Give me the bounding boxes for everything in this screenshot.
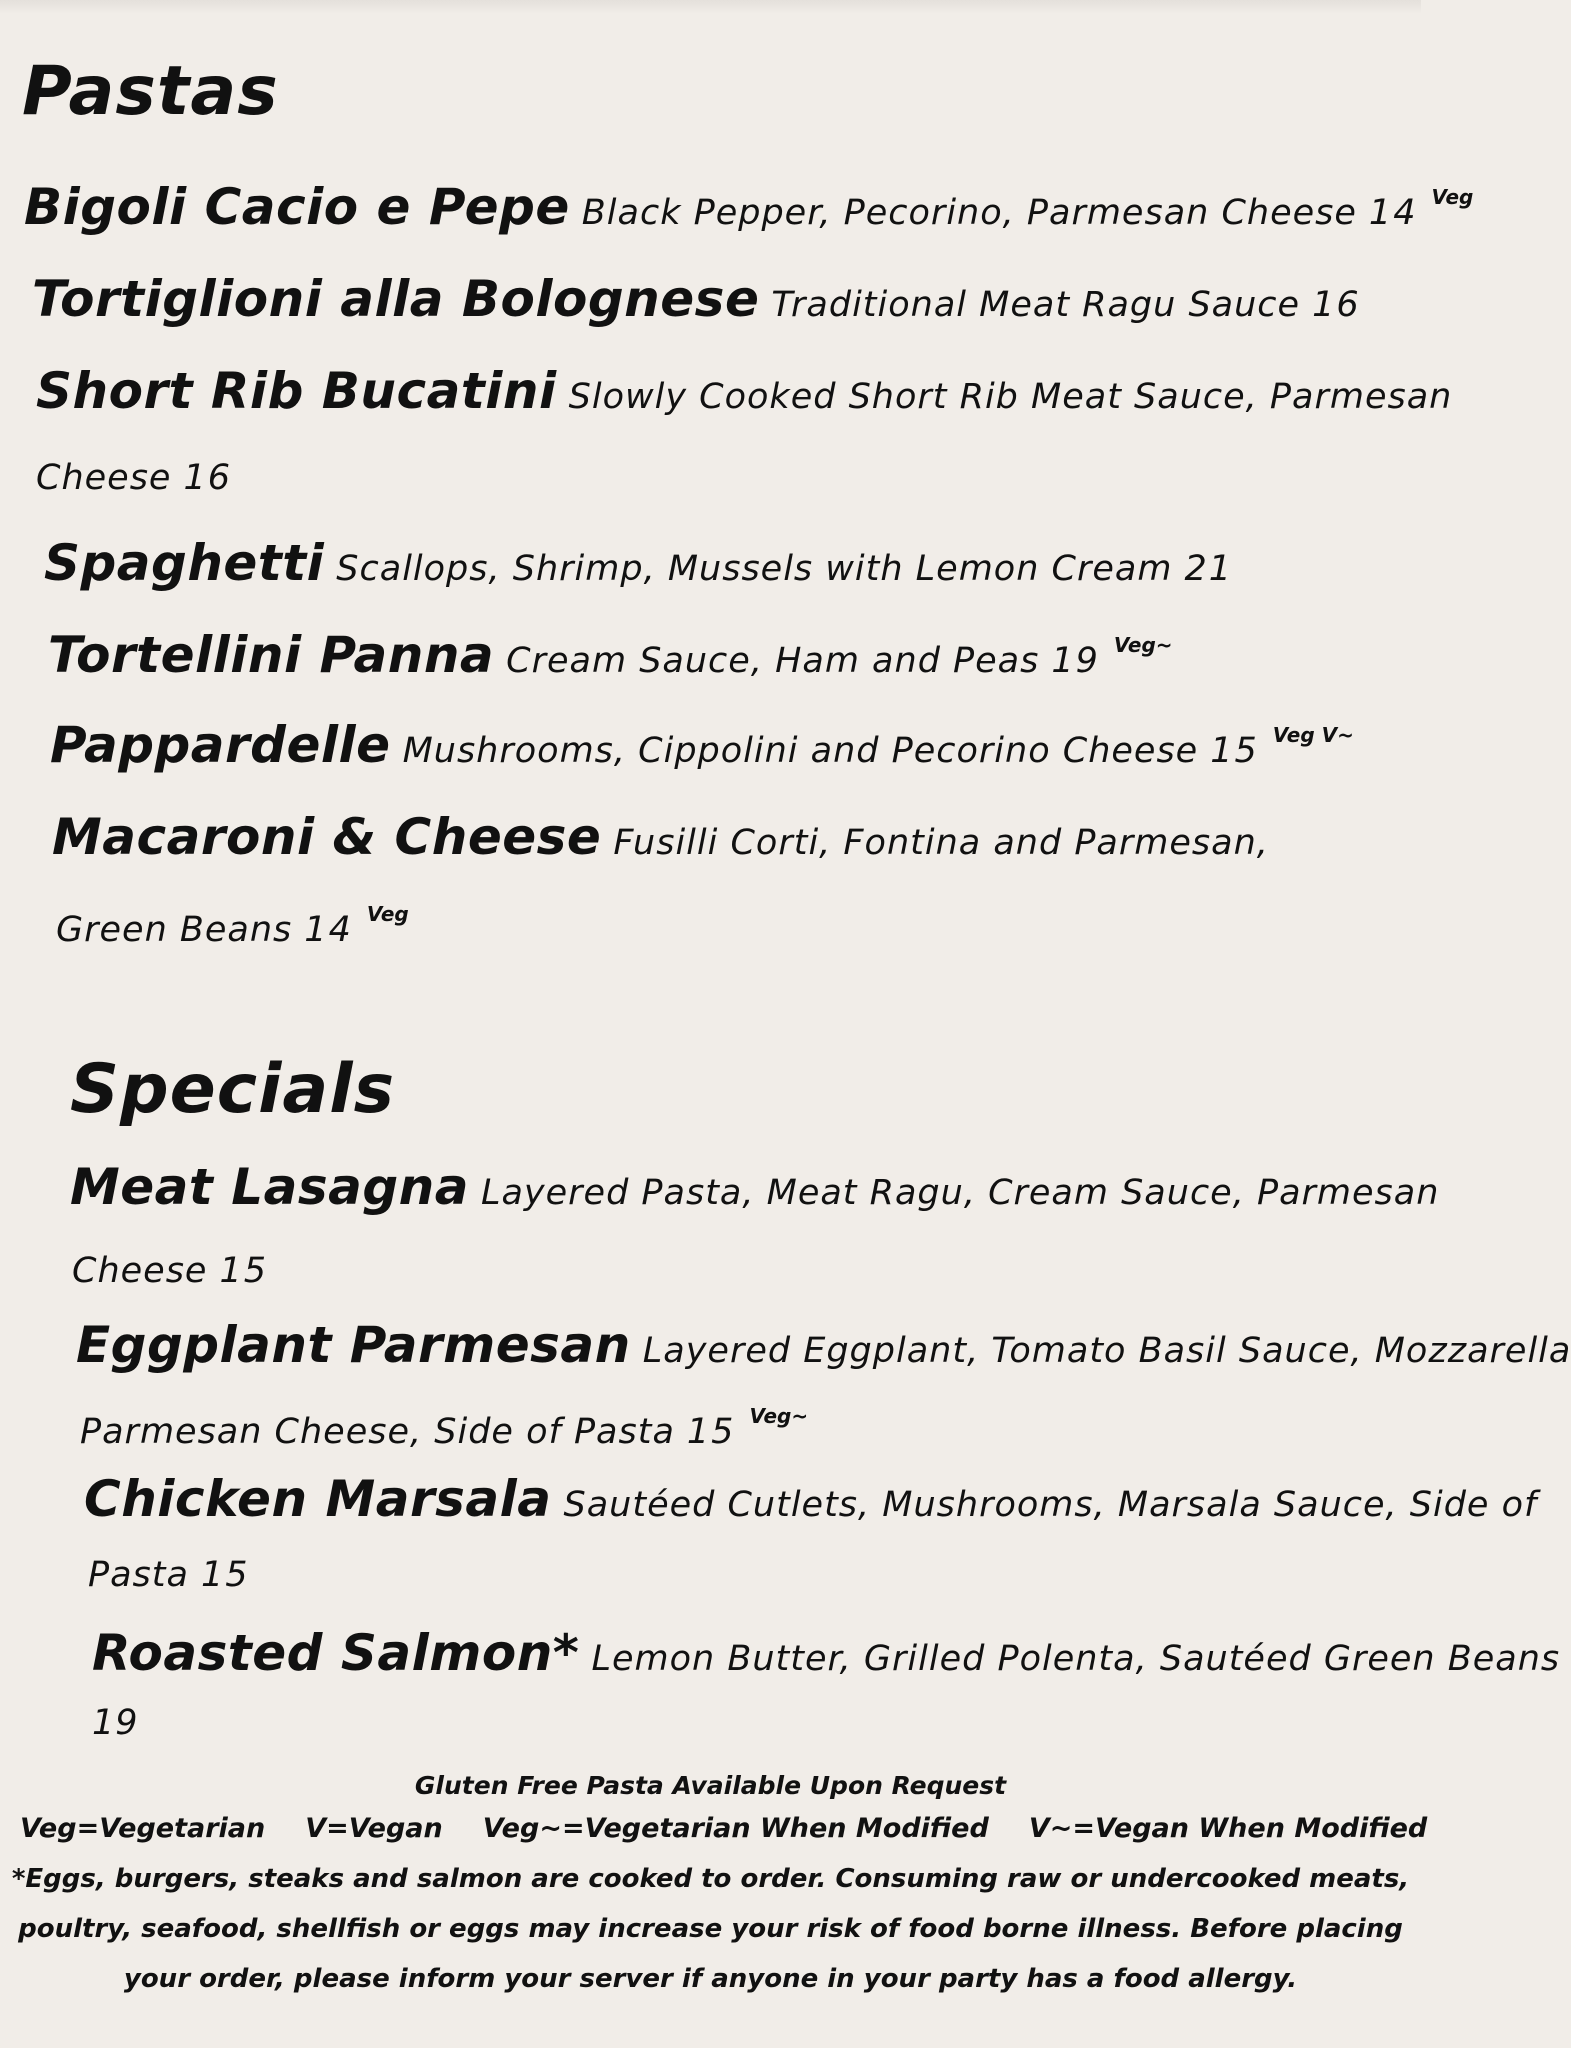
menu-item-pappardelle: [50, 716, 1354, 774]
dietary-tag: Veg~: [749, 1404, 809, 1428]
legend-vegetarian: Veg=Vegetarian: [20, 1813, 266, 1844]
item-description: Slowly Cooked Short Rib Meat Sauce, Parmesan: [568, 377, 1453, 417]
item-price: 16: [1312, 285, 1361, 325]
item-name: Short Rib Bucatini: [36, 362, 557, 420]
dietary-tag: Veg V~: [1272, 723, 1354, 747]
item-name: Bigoli Cacio e Pepe: [24, 178, 570, 236]
menu-item-eggplant-continued: [80, 1406, 808, 1450]
item-price: 15: [200, 1555, 250, 1595]
menu-item-salmon-continued: [92, 1703, 139, 1743]
item-price: 14: [1368, 193, 1418, 233]
menu-item-macaroni-continued: [56, 904, 409, 948]
menu-item-lasagna: [70, 1158, 1440, 1216]
allergy-note-line-1: *Eggs, burgers, steaks and salmon are cooked to order. Consuming raw or undercooked meats,: [11, 1864, 1410, 1894]
menu-item-salmon: [92, 1624, 1561, 1682]
item-description-continued: Green Beans: [56, 910, 293, 950]
item-name: Roasted Salmon*: [92, 1624, 580, 1682]
item-description: Sautéed Cutlets, Mushrooms, Marsala Sauce, Side of: [563, 1485, 1538, 1525]
dietary-tag: Veg: [1431, 185, 1474, 209]
item-price: 16: [183, 458, 233, 498]
paper-edge: [0, 0, 1421, 14]
item-name: Chicken Marsala: [84, 1470, 552, 1528]
legend-vegetarian-modified: Veg~=Vegetarian When Modified: [482, 1813, 989, 1844]
menu-item-macaroni: [52, 808, 1269, 866]
item-description: Layered Pasta, Meat Ragu, Cream Sauce, Parmesan: [480, 1173, 1440, 1213]
gluten-free-note: Gluten Free Pasta Available Upon Request: [414, 1771, 1007, 1800]
item-price: 21: [1184, 549, 1233, 589]
item-name: Macaroni & Cheese: [52, 808, 602, 866]
specials-heading: Specials: [70, 1050, 396, 1129]
dietary-tag: Veg~: [1113, 633, 1173, 657]
item-description-continued: Cheese: [72, 1251, 208, 1291]
item-description-continued: Pasta: [88, 1555, 189, 1595]
item-description-continued: Parmesan Cheese, Side of Pasta: [80, 1412, 675, 1452]
item-description: Cream Sauce, Ham and Peas: [506, 641, 1040, 681]
menu-item-spaghetti: [44, 534, 1233, 592]
item-description: Layered Eggplant, Tomato Basil Sauce, Mozzarella: [642, 1331, 1571, 1371]
menu-item-lasagna-continued: [72, 1251, 269, 1291]
allergy-note-line-2: poultry, seafood, shellfish or eggs may increase your risk of food borne illness. Before placing: [18, 1914, 1403, 1944]
menu-item-short-rib-continued: [36, 458, 233, 498]
menu-item-short-rib: [36, 362, 1453, 420]
item-name: Tortiglioni alla Bolognese: [32, 270, 760, 328]
menu-item-eggplant: [76, 1316, 1571, 1374]
dietary-tag: Veg: [366, 902, 409, 926]
item-price: 15: [1210, 731, 1259, 771]
menu-item-marsala: [84, 1470, 1538, 1528]
dietary-legend: [0, 1813, 1428, 1844]
item-price: 19: [92, 1703, 139, 1743]
item-name: Pappardelle: [50, 716, 391, 774]
menu-item-bigoli: [24, 178, 1474, 236]
legend-vegan-modified: V~=Vegan When Modified: [1028, 1813, 1428, 1844]
item-description: Traditional Meat Ragu Sauce: [771, 285, 1301, 325]
pastas-heading: Pastas: [22, 52, 279, 131]
menu-item-tortellini: [48, 626, 1173, 684]
item-price: 19: [1051, 641, 1100, 681]
item-name: Tortellini Panna: [48, 626, 495, 684]
item-name: Spaghetti: [44, 534, 325, 592]
item-name: Meat Lasagna: [70, 1158, 469, 1216]
allergy-note-line-3: your order, please inform your server if anyone in your party has a food allergy.: [123, 1964, 1298, 1994]
item-price: 15: [686, 1412, 736, 1452]
item-description: Lemon Butter, Grilled Polenta, Sautéed Green Beans: [591, 1639, 1561, 1679]
menu-item-marsala-continued: [88, 1555, 250, 1595]
item-description: Scallops, Shrimp, Mussels with Lemon Cream: [336, 549, 1173, 589]
menu-item-tortiglioni: [32, 270, 1361, 328]
item-price: 15: [219, 1251, 269, 1291]
legend-vegan: V=Vegan: [305, 1813, 443, 1844]
item-description: Mushrooms, Cippolini and Pecorino Cheese: [402, 731, 1199, 771]
item-name: Eggplant Parmesan: [76, 1316, 631, 1374]
item-description: Fusilli Corti, Fontina and Parmesan,: [613, 823, 1269, 863]
item-description-continued: Cheese: [36, 458, 172, 498]
item-price: 14: [304, 910, 353, 950]
item-description: Black Pepper, Pecorino, Parmesan Cheese: [581, 193, 1357, 233]
